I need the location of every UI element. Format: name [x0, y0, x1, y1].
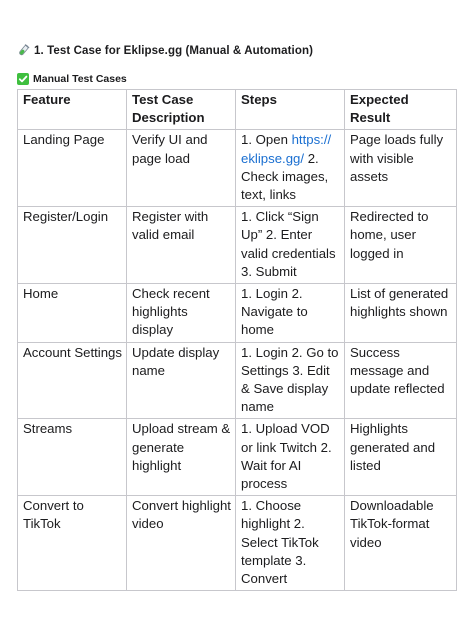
check-mark-icon [17, 73, 29, 85]
steps-cell: 1. Choose highlight 2. Select TikTok template 3. Convert [236, 496, 345, 591]
test-case-table [17, 89, 457, 591]
document-title [17, 44, 313, 57]
expected-cell: Redirected to home, user logged in [345, 207, 457, 284]
table-row [18, 207, 457, 284]
table-row [18, 342, 457, 419]
header-steps: Steps [236, 90, 345, 130]
description-cell: Verify UI and page load [127, 130, 236, 207]
description-cell: Register with valid email [127, 207, 236, 284]
description-cell: Check recent highlights display [127, 284, 236, 343]
steps-cell: 1. Login 2. Go to Settings 3. Edit & Save display name [236, 342, 345, 419]
expected-cell: List of generated highlights shown [345, 284, 457, 343]
table-row [18, 130, 457, 207]
steps-cell: 1. Login 2. Navigate to home [236, 284, 345, 343]
feature-cell: Account Settings [18, 342, 127, 419]
test-tube-icon [17, 44, 30, 57]
description-cell: Convert highlight video [127, 496, 236, 591]
feature-cell: Register/Login [18, 207, 127, 284]
table-row [18, 496, 457, 591]
feature-cell: Convert to TikTok [18, 496, 127, 591]
table-row [18, 419, 457, 496]
description-cell: Upload stream & generate highlight [127, 419, 236, 496]
section-title-text: Manual Test Cases [33, 73, 127, 85]
table-row [18, 284, 457, 343]
feature-cell: Streams [18, 419, 127, 496]
expected-cell: Success message and update reflected [345, 342, 457, 419]
feature-cell: Landing Page [18, 130, 127, 207]
header-feature: Feature [18, 90, 127, 130]
table-header-row [18, 90, 457, 130]
steps-suffix: 2. Check images, text, links [241, 150, 329, 203]
steps-prefix: 1. Open [241, 132, 292, 148]
steps-cell: 1. Click “Sign Up” 2. Enter valid credentials 3. Submit [236, 207, 345, 284]
expected-cell: Highlights generated and listed [345, 419, 457, 496]
steps-cell: 1. Upload VOD or link Twitch 2. Wait for AI process [236, 419, 345, 496]
header-expected: Expected Result [345, 90, 457, 130]
eklipse-link[interactable]: https://​eklipse.gg/ [241, 132, 332, 166]
expected-cell: Page loads fully with visible assets [345, 130, 457, 207]
header-description: Test Case Description [127, 90, 236, 130]
document-title-text: 1. Test Case for Eklipse.gg (Manual & Automation) [34, 44, 314, 57]
steps-cell [236, 130, 345, 207]
expected-cell: Downloadable TikTok-format video [345, 496, 457, 591]
section-title [17, 73, 127, 85]
description-cell: Update display name [127, 342, 236, 419]
feature-cell: Home [18, 284, 127, 343]
